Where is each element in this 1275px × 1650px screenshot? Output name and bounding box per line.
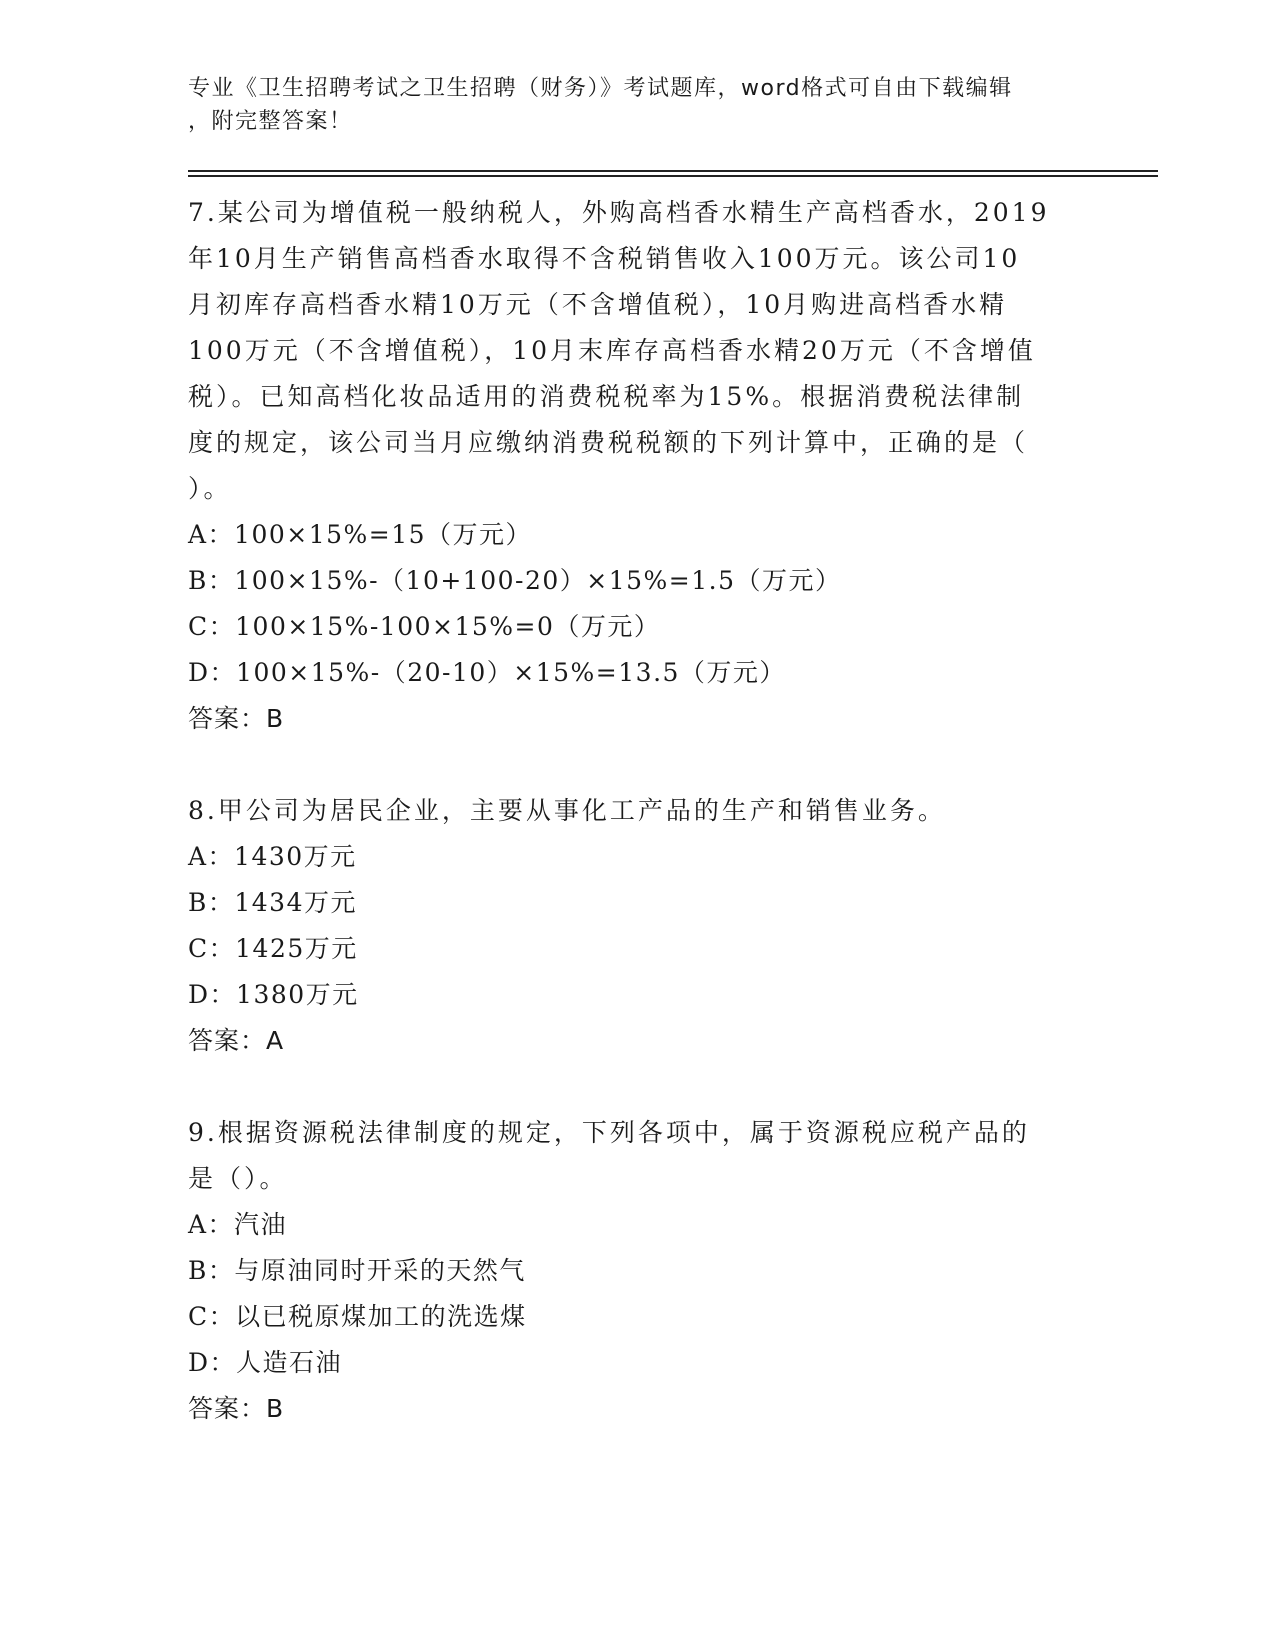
question-item [188, 788, 1088, 1064]
option-a: A：100×15%=15（万元） [188, 520, 533, 549]
question-stem-line: 度的规定，该公司当月应缴纳消费税税额的下列计算中，正确的是（ [188, 428, 1029, 457]
answer-line: 答案：B [188, 704, 285, 733]
question-stem-line: ）。 [188, 474, 232, 503]
question-stem-line: 年10月生产销售高档香水取得不含税销售收入100万元。该公司10 [188, 244, 1021, 273]
option-a: A：1430万元 [188, 842, 357, 871]
header-divider-top [188, 170, 1158, 172]
option-b: B：100×15%-（10+100-20）×15%=1.5（万元） [188, 566, 842, 595]
option-d: D：100×15%-（20-10）×15%=13.5（万元） [188, 658, 786, 687]
question-list [188, 190, 1088, 1478]
option-b: B：1434万元 [188, 888, 357, 917]
question-item [188, 1110, 1088, 1432]
option-c: C：以已税原煤加工的洗选煤 [188, 1302, 527, 1331]
document-header [188, 72, 1088, 138]
question-stem-line: 100万元（不含增值税），10月末库存高档香水精20万元（不含增值 [188, 336, 1036, 365]
option-d: D：1380万元 [188, 980, 359, 1009]
question-stem-line: 税）。已知高档化妆品适用的消费税税率为15%。根据消费税法律制 [188, 382, 1025, 411]
option-c: C：1425万元 [188, 934, 358, 963]
question-item [188, 190, 1088, 742]
header-line-2: ，附完整答案！ [188, 109, 353, 134]
header-line-1: 专业《卫生招聘考试之卫生招聘（财务）》考试题库，word格式可自由下载编辑 [188, 76, 1013, 101]
option-d: D：人造石油 [188, 1348, 343, 1377]
question-stem-line: 7.某公司为增值税一般纳税人，外购高档香水精生产高档香水，2019 [188, 198, 1050, 227]
question-stem-line: 9.根据资源税法律制度的规定，下列各项中，属于资源税应税产品的 [188, 1118, 1030, 1147]
answer-line: 答案：A [188, 1026, 285, 1055]
option-b: B：与原油同时开采的天然气 [188, 1256, 526, 1285]
header-divider-bottom [188, 175, 1158, 177]
question-stem-line: 月初库存高档香水精10万元（不含增值税），10月购进高档香水精 [188, 290, 1008, 319]
option-c: C：100×15%-100×15%=0（万元） [188, 612, 661, 641]
question-stem-line: 8.甲公司为居民企业，主要从事化工产品的生产和销售业务。 [188, 796, 946, 825]
answer-line: 答案：B [188, 1394, 285, 1423]
question-stem-line: 是（）。 [188, 1164, 288, 1193]
option-a: A：汽油 [188, 1210, 288, 1239]
